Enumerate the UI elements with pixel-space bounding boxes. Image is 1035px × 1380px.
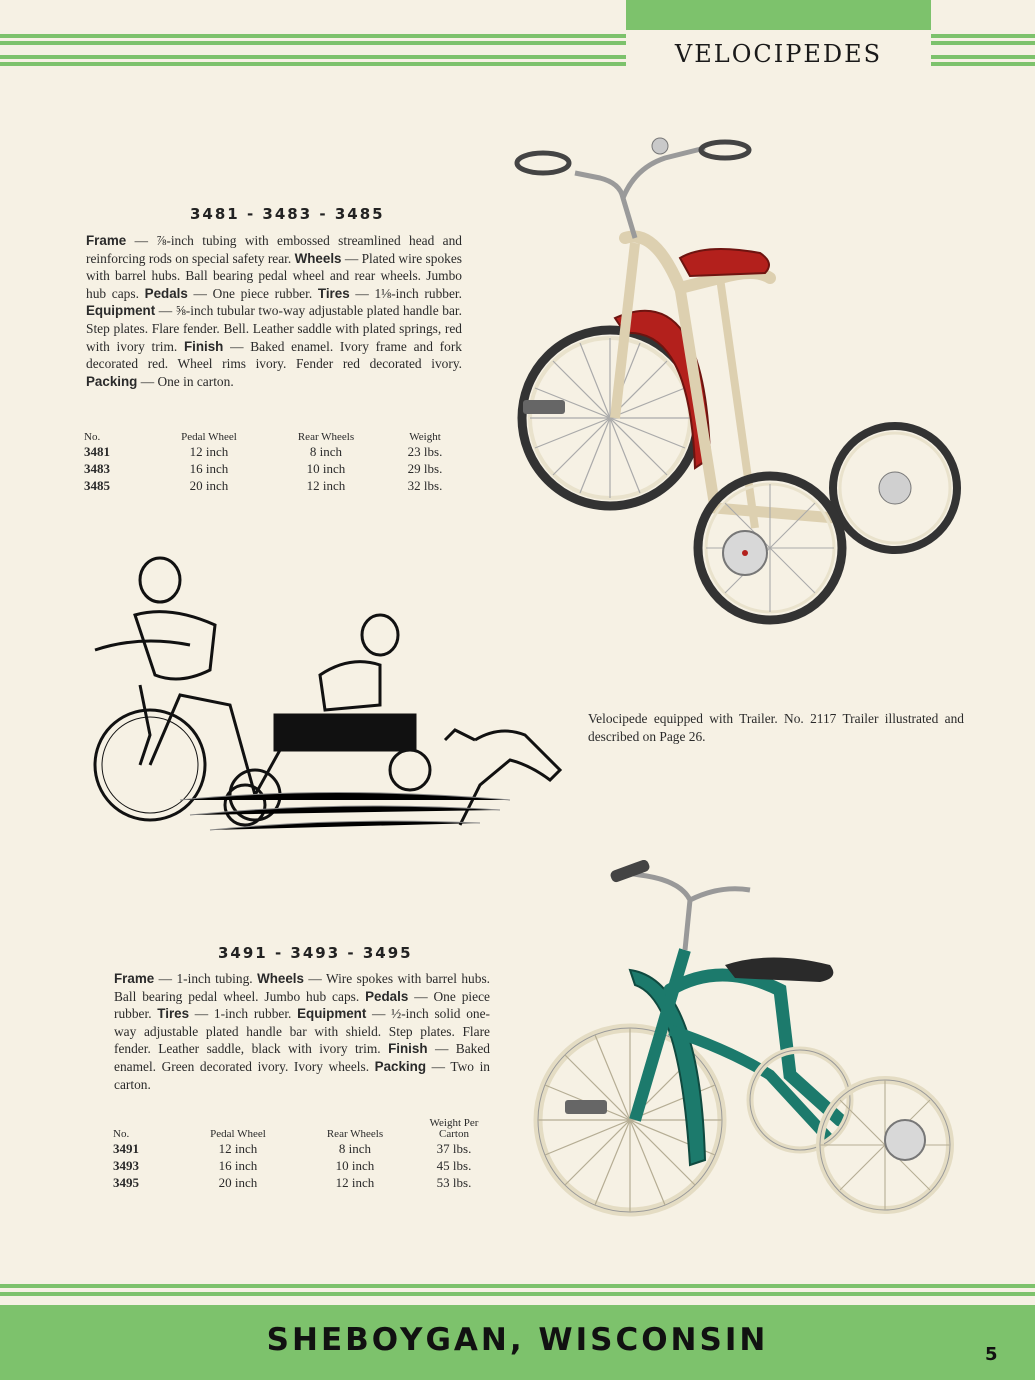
section-title: VELOCIPEDES (674, 40, 883, 68)
table-cell: 12 inch (306, 477, 346, 493)
table-cell: 10 inch (306, 460, 346, 476)
table-cell: 16 inch (189, 460, 229, 476)
spec-label: Packing (86, 373, 138, 389)
spec-text: — ⅝-inch tubular two-way adjustable plated handle bar. Step plates. Flare fender. Bell. Leather saddle with plated springs, red with ivory trim. (86, 303, 462, 354)
children-trailer-illustration (80, 555, 570, 845)
right-handle-grip (701, 142, 749, 158)
spec-label: Wheels (294, 250, 342, 266)
pedal (523, 400, 565, 414)
table-cell: 16 inch (218, 1157, 258, 1173)
spec-label: Equipment (297, 1006, 367, 1022)
table-header: Weight Per Carton (429, 1117, 479, 1140)
spec-label: Tires (317, 285, 350, 301)
table-cell: 10 inch (335, 1157, 375, 1173)
header-stripe (931, 62, 1035, 66)
table-cell: 20 inch (218, 1174, 258, 1190)
spec-text: — 1⅛-inch rubber. (349, 285, 462, 301)
table-header: Weight (409, 431, 441, 443)
table-row (113, 1140, 491, 1157)
spec-text: — Two in carton. (114, 1058, 490, 1092)
spec-label: Pedals (144, 285, 188, 301)
model-number-cell: 3485 (84, 477, 110, 493)
spec-text: — Plated wire spokes with barrel hubs. Ball bearing pedal wheel and rear wheels. Jumbo hub caps. (86, 250, 463, 301)
product2-description (114, 970, 490, 1093)
model-number-cell: 3483 (84, 460, 110, 476)
model-number-cell: 3481 (84, 443, 110, 459)
table-cell: 37 lbs. (436, 1140, 472, 1156)
spec-label: Frame (114, 971, 155, 986)
header-stripe (931, 55, 1035, 59)
spec-label: Equipment (86, 303, 156, 319)
trailer-caption: Velocipede equipped with Trailer. No. 2117 Trailer illustrated and described on Page 26. (588, 711, 964, 744)
left-handle-grip (609, 860, 651, 883)
page-number: 5 (985, 1344, 998, 1365)
bell-icon (652, 138, 668, 154)
spec-text: — Wire spokes with barrel hubs. Ball bearing pedal wheel. Jumbo hub caps. (114, 971, 491, 1004)
header-stripe (931, 41, 1035, 45)
spec-label: Wheels (257, 971, 304, 986)
table-header: Pedal Wheel (210, 1128, 266, 1140)
spec-label: Packing (374, 1058, 427, 1074)
header-stripe (0, 62, 626, 66)
product2-model-numbers: 3491 - 3493 - 3495 (218, 944, 413, 962)
product1-description (86, 232, 462, 390)
table-row (113, 1174, 491, 1191)
table-cell: 8 inch (309, 443, 343, 459)
table-cell: 53 lbs. (436, 1174, 472, 1190)
saddle (680, 249, 769, 276)
footer-city: SHEBOYGAN, WISCONSIN (266, 1322, 769, 1358)
left-handle-grip (517, 153, 569, 173)
spec-text: — Baked enamel. Green decorated ivory. Ivory wheels. (114, 1041, 490, 1074)
table-cell: 20 inch (189, 477, 229, 493)
table-cell: 8 inch (338, 1140, 372, 1156)
table-cell: 12 inch (335, 1174, 375, 1190)
table-cell: 12 inch (218, 1140, 258, 1156)
spec-text: — 1-inch rubber. (189, 1006, 298, 1022)
table-header: No. (84, 431, 101, 443)
table-header: Rear Wheels (297, 431, 355, 443)
header-tab (626, 0, 931, 30)
table-header: Rear Wheels (326, 1128, 384, 1140)
table-header: Pedal Wheel (181, 431, 237, 443)
spec-label: Tires (157, 1006, 190, 1022)
spec-text: — 1-inch tubing. (154, 971, 258, 986)
product1-model-numbers: 3481 - 3483 - 3485 (190, 205, 385, 223)
spec-text: — One piece rubber. (114, 988, 490, 1022)
table-cell: 23 lbs. (407, 443, 443, 459)
spec-label: Finish (388, 1041, 428, 1057)
spec-text: — Baked enamel. Ivory frame and fork decorated red. Wheel rims ivory. Fender red decorated ivory. (86, 338, 462, 372)
table-row (84, 477, 462, 494)
header-stripe (931, 34, 1035, 38)
product2-spec-table (113, 1118, 491, 1191)
table-row (84, 460, 462, 477)
trailer-wagon (275, 715, 415, 750)
red-tricycle-illustration (505, 128, 975, 658)
spec-text: — One piece rubber. (187, 285, 318, 301)
green-tricycle-illustration (530, 860, 960, 1260)
spec-text: — One in carton. (137, 373, 234, 389)
table-cell: 29 lbs. (407, 460, 443, 476)
model-number-cell: 3491 (113, 1140, 139, 1156)
spec-text: — ½-inch solid one-way adjustable plated handle bar with shield. Step plates. Flare fender. Leather saddle, black with ivory trim. (114, 1006, 490, 1057)
spec-label: Finish (183, 338, 224, 354)
spec-label: Frame (86, 233, 127, 248)
pedal (565, 1100, 607, 1114)
model-number-cell: 3493 (113, 1157, 139, 1173)
table-cell: 45 lbs. (436, 1157, 472, 1173)
table-cell: 12 inch (189, 443, 229, 459)
header-stripe (0, 41, 626, 45)
rear-wheel-right (820, 1080, 950, 1210)
model-number-cell: 3495 (113, 1174, 139, 1190)
product1-spec-table (84, 432, 462, 494)
table-cell: 32 lbs. (407, 477, 443, 493)
table-header: No. (113, 1128, 130, 1140)
rear-wheel-left (698, 476, 842, 620)
table-row (113, 1157, 491, 1174)
header-stripe (0, 55, 626, 59)
footer-stripe (0, 1292, 1035, 1296)
rear-wheel-right (833, 426, 957, 550)
table-row (84, 443, 462, 460)
header-stripe (0, 34, 626, 38)
footer-stripe (0, 1284, 1035, 1288)
spec-text: — ⅞-inch tubing with embossed streamlined head and reinforcing rods on special safety rear. (86, 233, 462, 266)
spec-label: Pedals (365, 988, 409, 1004)
